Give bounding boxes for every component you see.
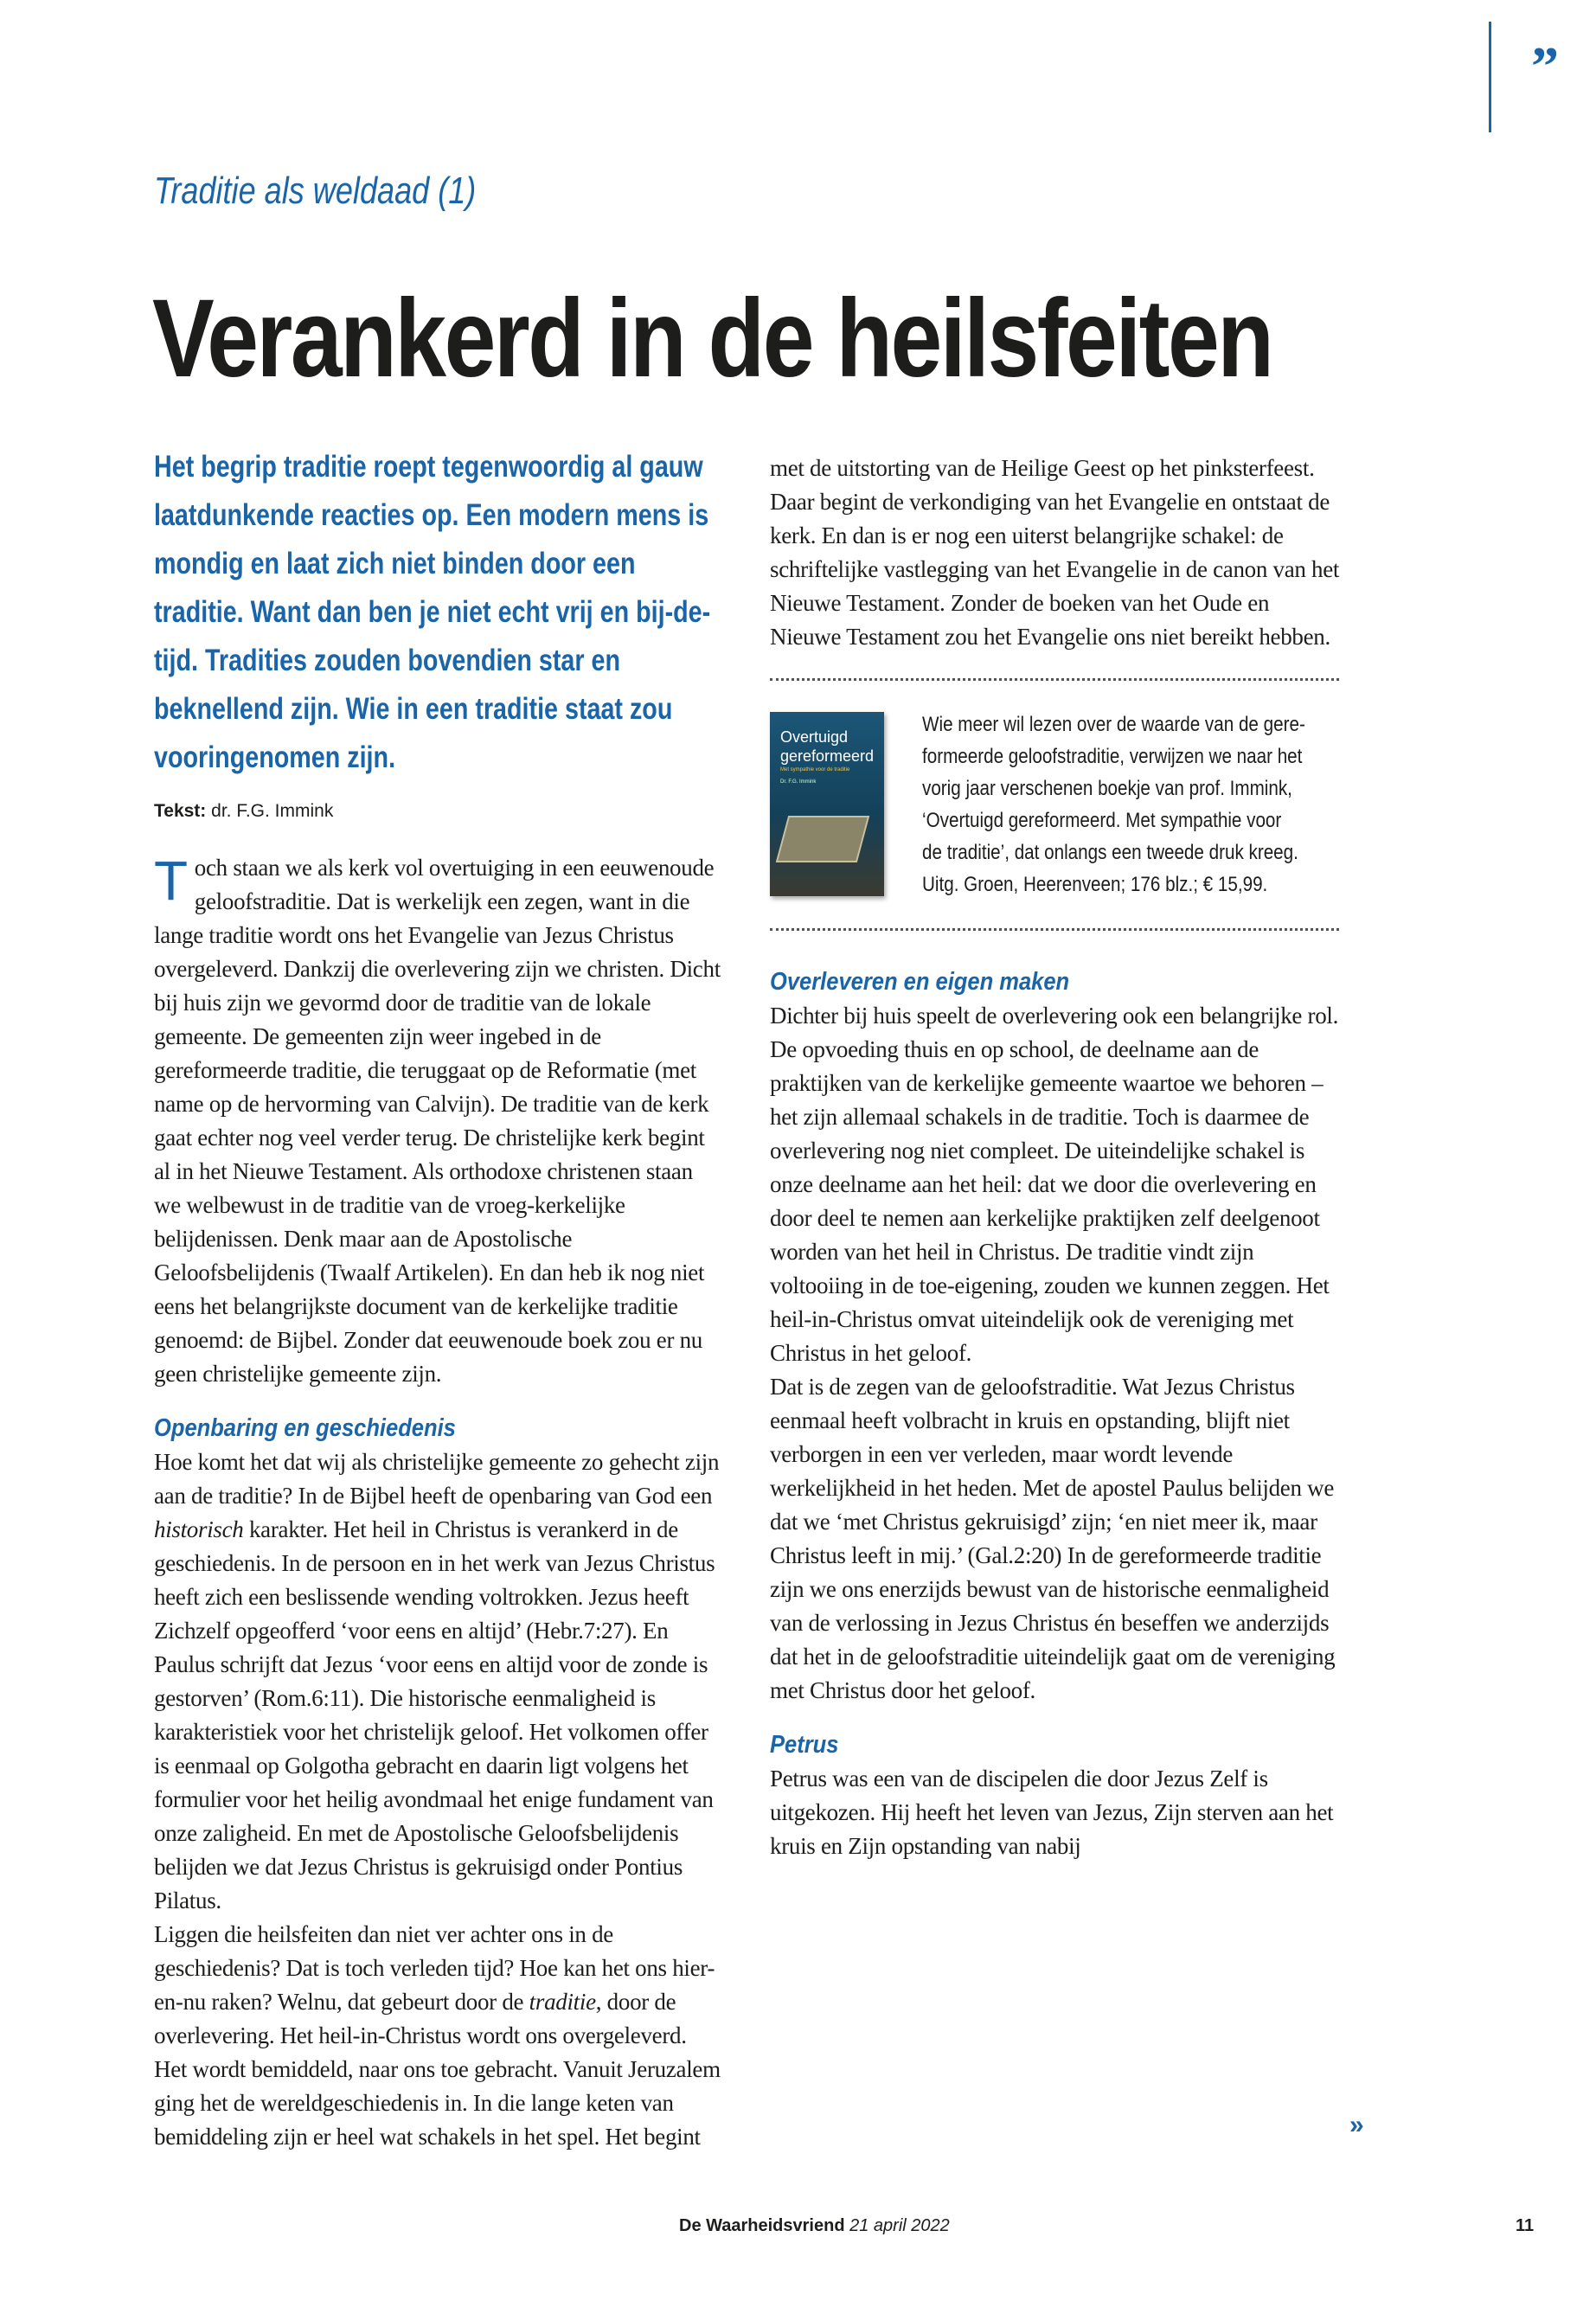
infobox-line: Wie meer wil lezen over de waarde van de gere- bbox=[922, 713, 1305, 736]
issue-date: 21 april 2022 bbox=[849, 2216, 950, 2235]
section-heading: Petrus bbox=[770, 1731, 839, 1759]
cover-title: Overtuigd gereformeerd bbox=[780, 728, 875, 765]
paragraph bbox=[154, 1445, 725, 1918]
cover-subtitle: Met sympathie voor de traditie bbox=[780, 767, 850, 772]
byline-label: Tekst: bbox=[154, 801, 207, 821]
paragraph bbox=[154, 1918, 725, 2154]
paragraph-text: , door de overlevering. Het heil-in-Christus wordt ons overgeleverd. Het wordt bemiddeld, naar ons toe gebracht. Vanuit Jeruzalem ging het de wereldgeschiedenis in. In die lange keten van bemiddeling zijn er heel wat schakels in het spel. Het begint bbox=[154, 1989, 721, 2150]
continue-arrow-icon: » bbox=[1349, 2111, 1364, 2139]
paragraph-text: Hoe komt het dat wij als christelijke gemeente zo gehecht zijn aan de traditie? In de Bijbel heeft de openbaring van God een bbox=[154, 1449, 720, 1509]
article-title: Verankerd in de heilsfeiten bbox=[152, 277, 1272, 401]
paragraph: Dichter bij huis speelt de overlevering ook een belangrijke rol. De opvoeding thuis en op school, de deelname aan de praktijken van de kerkelijke gemeente waartoe we behoren – het zijn allemaal schakels in de traditie. Toch is daarmee de overlevering nog niet compleet. De uiteindelijke schakel is onze deelname aan het heil: dat we door die overlevering en door deel te nemen aan kerkelijke praktijken zelf deelgenoot worden van het heil in Christus. De traditie vindt zijn voltooiing in de toe-eigening, zouden we kunnen zeggen. Het heil-in-Christus omvat uiteindelijk ook de vereniging met Christus in het geloof. bbox=[770, 1003, 1339, 1366]
byline bbox=[154, 801, 725, 822]
paragraph-text: Liggen die heilsfeiten dan niet ver achter ons in de geschiedenis? Dat is toch verleden tijd? Hoe kan het ons hier-en-nu raken? Welnu, dat gebeurt door de bbox=[154, 1921, 715, 2015]
infobox-line: formeerde geloofstraditie, verwijzen we naar het bbox=[922, 745, 1303, 768]
series-title: Traditie als weldaad (1) bbox=[154, 170, 477, 212]
drop-cap: T bbox=[154, 849, 188, 912]
paragraph bbox=[154, 851, 725, 1391]
quote-mark-icon: ” bbox=[1531, 35, 1559, 97]
infobox-line: vorig jaar verschenen boekje van prof. Immink, bbox=[922, 777, 1292, 800]
paragraph-text: och staan we als kerk vol overtuiging in een eeuwenoude geloofstraditie. Dat is werkelijk een zegen, want in die lange traditie wordt ons het Evangelie van Jezus Christus overgeleverd. Dankzij die overlevering zijn we christen. Dicht bij huis zijn we gevormd door de traditie van de lokale gemeente. De gemeenten zijn weer ingebed in de gereformeerde traditie, die teruggaat op de Reformatie (met name op de hervorming van Calvijn). De traditie van de kerk gaat echter nog veel verder terug. De christelijke kerk begint al in het Nieuwe Testament. Als orthodoxe christenen staan we welbewust in de traditie van de vroeg-kerkelijke belijdenissen. Denk maar aan de Apostolische Geloofsbelijdenis (Twaalf Artikelen). En dan heb ik nog niet eens het belangrijkste document van de kerkelijke traditie genoemd: de Bijbel. Zonder dat eeuwenoude boek zou er nu geen christelijke gemeente zijn. bbox=[154, 855, 721, 1387]
margin-rule bbox=[1489, 22, 1491, 132]
paragraph: Petrus was een van de discipelen die door Jezus Zelf is uitgekozen. Hij heeft het leven van Jezus, Zijn sterven aan het kruis en Zijn opstanding van nabij bbox=[770, 1766, 1334, 1859]
magazine-name: De Waarheidsvriend bbox=[679, 2216, 845, 2235]
cover-author: Dr. F.G. Immink bbox=[780, 779, 817, 785]
emphasis: traditie bbox=[529, 1989, 596, 2015]
paragraph-continued: met de uitstorting van de Heilige Geest op het pinksterfeest. Daar begint de verkondiging van het Evangelie en ontstaat de kerk. En dan is er nog een uiterst belangrijke schakel: de schriftelijke vastlegging van het Evangelie in de canon van het Nieuwe Testament. Zonder de boeken van het Oude en Nieuwe Testament zou het Evangelie ons niet bereikt hebben. bbox=[770, 455, 1340, 650]
book-infobox bbox=[770, 708, 1341, 901]
section-heading: Openbaring en geschiedenis bbox=[154, 1414, 456, 1442]
section-heading: Overleveren en eigen maken bbox=[770, 968, 1070, 996]
intro-lead: Het begrip traditie roept tegenwoordig al gauw laatdunkende reacties op. Een modern mens is mondig en laat zich niet binden door een traditie. Want dan ben je niet echt vrij en bij-de-tijd. Tradities zouden bovendien star en beknellend zijn. Wie in een traditie staat zou vooringenomen zijn. bbox=[154, 450, 711, 774]
paragraph: Dat is de zegen van de geloofstraditie. Wat Jezus Christus eenmaal heeft volbracht in kruis en opstanding, blijft niet verborgen in een ver verleden, maar wordt levende werkelijkheid in het heden. Met de apostel Paulus belijden we dat we ‘met Christus gekruisigd’ zijn; ‘en niet meer ik, maar Christus leeft in mij.’ (Gal.2:20) In de gereformeerde traditie zijn we ons enerzijds bewust van de historische eenmaligheid van de verlossing in Jezus Christus én beseffen we anderzijds dat het in de geloofstraditie uiteindelijk gaat om de vereniging met Christus door het geloof. bbox=[770, 1374, 1336, 1703]
book-cover-image bbox=[770, 712, 884, 896]
page-number: 11 bbox=[1516, 2216, 1535, 2235]
emphasis: historisch bbox=[154, 1516, 244, 1542]
infobox-line: Uitg. Groen, Heerenveen; 176 blz.; € 15,99. bbox=[922, 873, 1268, 896]
left-column bbox=[154, 443, 725, 2154]
footer bbox=[679, 2216, 950, 2236]
paragraph-text: karakter. Het heil in Christus is verankerd in de geschiedenis. In de persoon en in het werk van Jezus Christus heeft zich een beslissende wending voltrokken. Jezus heeft Zichzelf opgeofferd ‘voor eens en altijd’ (Hebr.7:27). En Paulus schrijft dat Jezus ‘voor eens en altijd voor de zonde is gestorven’ (Rom.6:11). Die historische eenmaligheid is karakteristiek voor het christelijk geloof. Het volkomen offer is eenmaal op Golgotha gebracht en daarin ligt volgens het formulier voor het heilig avondmaal het enige fundament van onze zaligheid. En met de Apostolische Geloofsbelijdenis belijden we dat Jezus Christus is gekruisigd onder Pontius Pilatus. bbox=[154, 1516, 715, 1913]
byline-author: dr. F.G. Immink bbox=[211, 801, 334, 821]
dotted-divider bbox=[770, 678, 1339, 681]
bible-illustration bbox=[776, 816, 869, 862]
dotted-divider bbox=[770, 928, 1339, 931]
infobox-line: ‘Overtuigd gereformeerd. Met sympathie voor bbox=[922, 809, 1282, 832]
infobox-line: de traditie’, dat onlangs een tweede druk kreeg. bbox=[922, 841, 1298, 864]
infobox-text bbox=[922, 708, 1309, 901]
right-column bbox=[770, 452, 1341, 1863]
